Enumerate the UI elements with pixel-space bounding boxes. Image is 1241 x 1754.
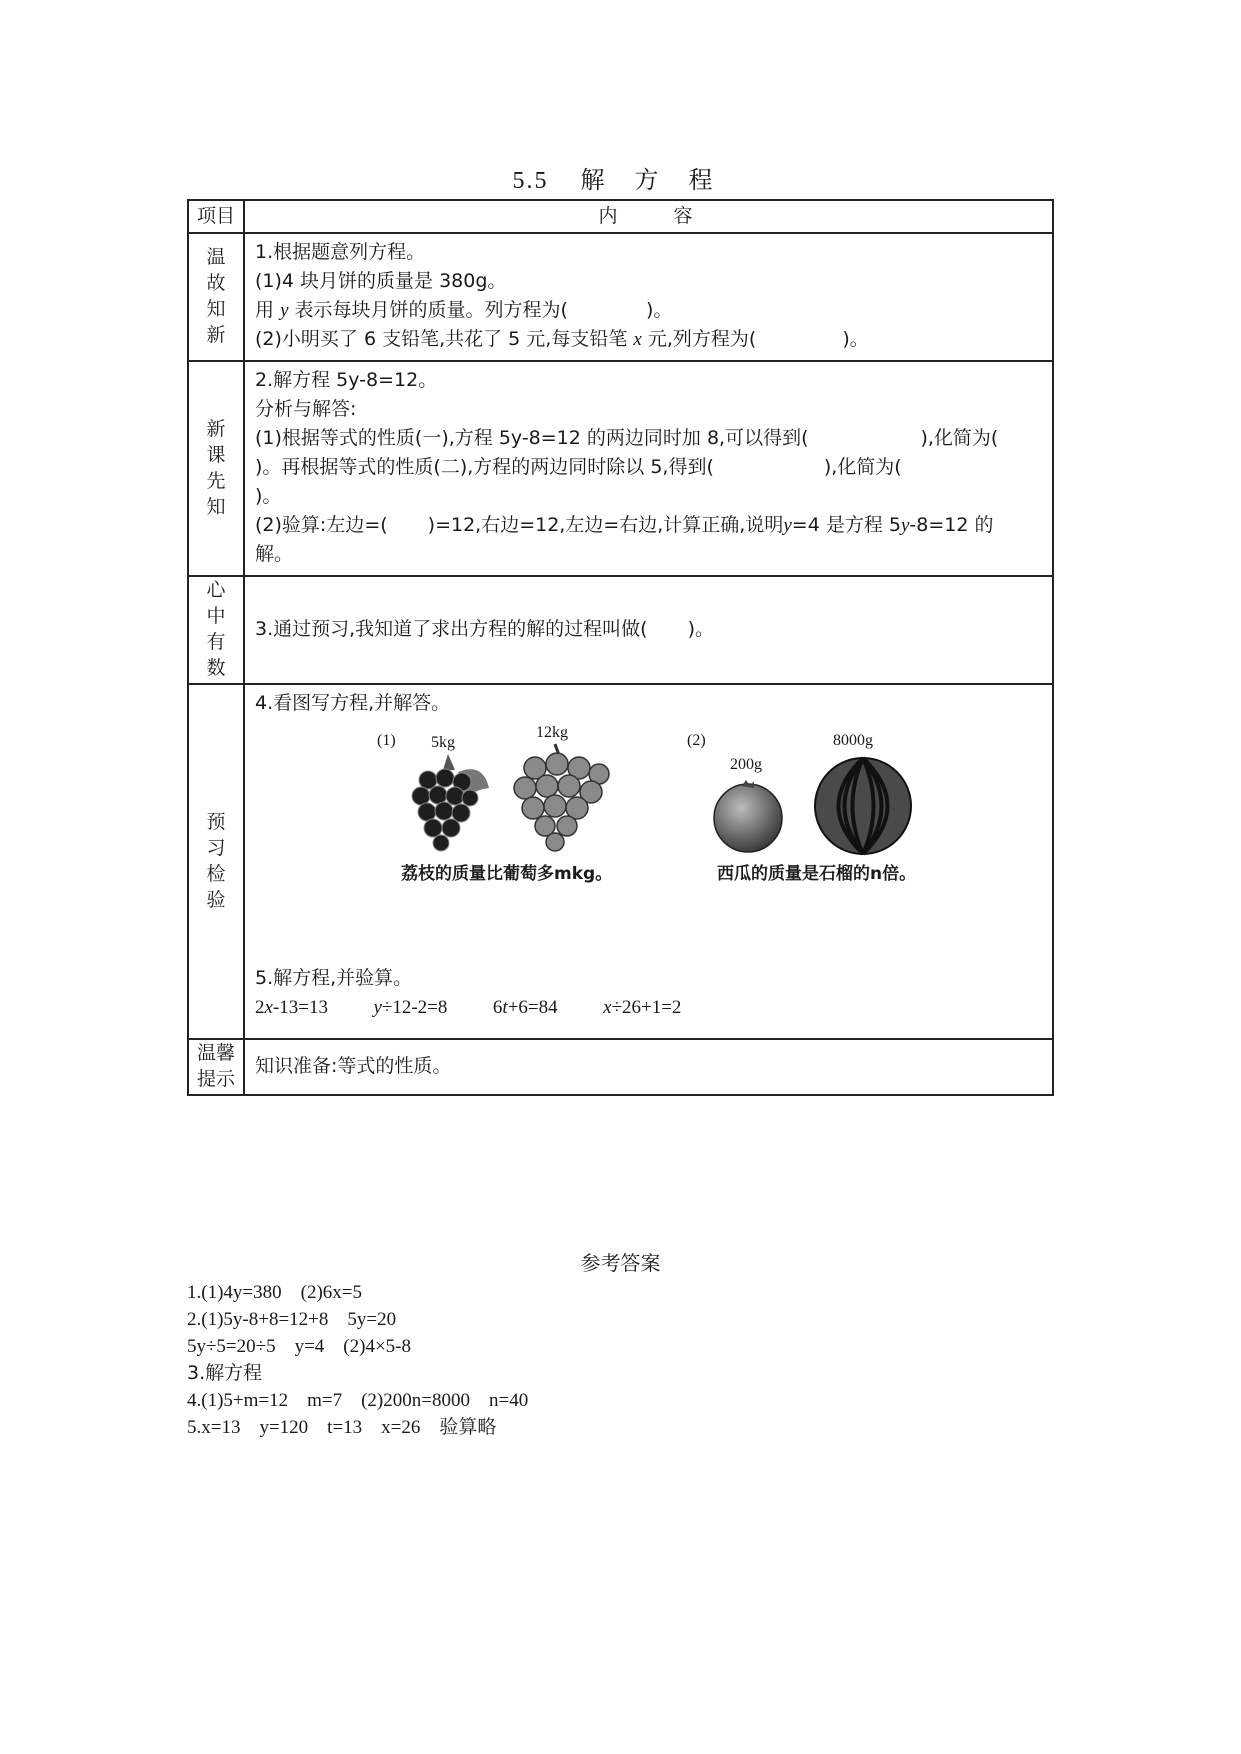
weight-label: 12kg (536, 724, 568, 741)
answer-line: 5.x=13 y=120 t=13 x=26 验算略 (187, 1417, 497, 1438)
question-line (255, 325, 1042, 354)
answer-line: 4.(1)5+m=12 m=7 (2)200n=8000 n=40 (187, 1390, 529, 1411)
variable: y (280, 300, 289, 321)
text: 用 (255, 299, 275, 321)
worksheet-table (187, 199, 1054, 1096)
equation-list (255, 993, 1042, 1022)
question-line (255, 511, 1042, 540)
text: 3.通过预习,我知道了求出方程的解的过程叫做( (255, 617, 648, 640)
equation (255, 997, 328, 1018)
pomegranate-image (710, 778, 786, 854)
row-content (244, 684, 1053, 1039)
grapes-image (403, 750, 493, 855)
answer-line: 1.(1)4y=380 (2)6x=5 (187, 1282, 362, 1303)
row-label: 温馨提示 (188, 1039, 244, 1095)
variable: y (373, 997, 382, 1018)
figure-caption: 荔枝的质量比葡萄多mkg。 (401, 864, 613, 884)
text: 表示每块月饼的质量。列方程为( (294, 299, 568, 321)
row-content (244, 361, 1053, 576)
question-line (255, 296, 1042, 325)
table-row (188, 576, 1053, 684)
figure (255, 718, 1042, 964)
question-line (255, 453, 1042, 482)
variable: x (633, 329, 642, 350)
row-label: 心中有数 (188, 576, 244, 684)
question-line (255, 615, 1042, 644)
question-text: 1.根据题意列方程。 (255, 241, 426, 263)
text: ),化简为( (823, 456, 902, 478)
question-text: 4.看图写方程,并解答。 (255, 692, 451, 714)
variable: x (603, 997, 612, 1018)
text: 6 (492, 997, 503, 1018)
variable: t (502, 997, 508, 1018)
equation (603, 997, 681, 1018)
text: (2)小明买了 6 支铅笔,共花了 5 元,每支铅笔 (255, 328, 628, 350)
header-content: 内 容 (244, 200, 1053, 233)
text: -13=13 (272, 997, 328, 1018)
title-char: 方 (634, 166, 661, 194)
text: (1)根据等式的性质(一),方程 5y-8=12 的两边同时加 8,可以得到( (255, 427, 809, 449)
page-title (0, 160, 1241, 195)
lychee-image (505, 740, 615, 852)
table-row (188, 361, 1053, 576)
text: ÷26+1=2 (611, 997, 682, 1018)
answer-key (187, 1245, 528, 1441)
weight-label: 8000g (833, 732, 873, 749)
row-label: 预习检验 (188, 684, 244, 1039)
question-text: 解。 (255, 543, 294, 565)
figure-caption: 西瓜的质量是石榴的n倍。 (717, 864, 917, 884)
weight-label: 200g (730, 756, 762, 773)
question-text: )。 (255, 485, 282, 507)
text: (2)验算:左边=( (255, 514, 388, 536)
text: ÷12-2=8 (381, 997, 448, 1018)
text: +6=84 (507, 997, 558, 1018)
answer-line: 5y÷5=20÷5 y=4 (2)4×5-8 (187, 1336, 411, 1357)
table-row (188, 233, 1053, 361)
table-header-row (188, 200, 1053, 233)
text: ),化简为( (920, 427, 999, 449)
row-content (244, 1039, 1053, 1095)
question-line (255, 424, 1042, 453)
variable: y (900, 515, 910, 536)
answer-line: 3.解方程 (187, 1362, 263, 1384)
text: )=12,右边=12,左边=右边,计算正确,说明 (427, 514, 784, 536)
table-row (188, 684, 1053, 1039)
variable: x (264, 997, 273, 1018)
part-label: (2) (687, 732, 706, 749)
text: )。再根据等式的性质(二),方程的两边同时除以 5,得到( (255, 456, 714, 478)
title-char: 程 (688, 166, 715, 194)
table-row (188, 1039, 1053, 1095)
text: -8=12 的 (909, 514, 994, 536)
question-text: 2.解方程 5y-8=12。 (255, 369, 438, 391)
row-content (244, 233, 1053, 361)
row-label: 温故知新 (188, 233, 244, 361)
watermelon-image (812, 752, 914, 856)
text: =4 是方程 5 (791, 514, 901, 536)
variable: y (783, 515, 792, 536)
header-item: 项目 (188, 200, 244, 233)
text: )。 (645, 299, 673, 321)
answer-line: 2.(1)5y-8+8=12+8 5y=20 (187, 1309, 397, 1330)
tip-text: 知识准备:等式的性质。 (255, 1054, 452, 1077)
question-text: 分析与解答: (255, 398, 357, 420)
text: )。 (842, 328, 869, 350)
equation (493, 997, 558, 1018)
part-label: (1) (377, 732, 396, 749)
row-content (244, 576, 1053, 684)
section-number: 5.5 (512, 168, 549, 194)
title-char: 解 (580, 166, 607, 194)
text: )。 (687, 617, 715, 640)
question-text: (1)4 块月饼的质量是 380g。 (255, 270, 507, 292)
answers-title: 参考答案 (580, 1251, 661, 1275)
equation (373, 997, 447, 1018)
text: 元,列方程为( (647, 328, 757, 350)
weight-label: 5kg (431, 734, 455, 751)
text: 2 (255, 997, 265, 1018)
question-text: 5.解方程,并验算。 (255, 967, 413, 989)
row-label: 新课先知 (188, 361, 244, 576)
